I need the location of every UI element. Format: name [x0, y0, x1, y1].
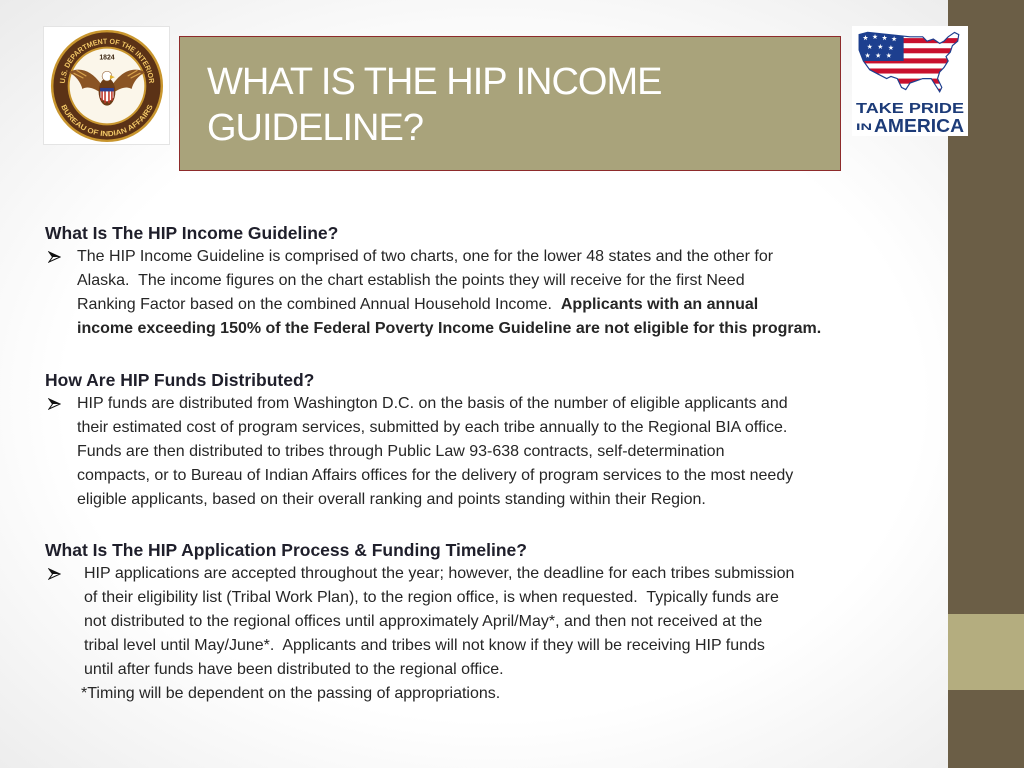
section-application-timeline — [45, 538, 940, 706]
seal-ring-top-text: U.S. DEPARTMENT OF THE INTERIOR — [57, 36, 157, 85]
slide-body — [45, 221, 940, 706]
paragraph-line: HIP funds are distributed from Washington D.C. on the basis of the number of eligible applicants and — [77, 395, 788, 412]
bullet-paragraph — [45, 245, 940, 341]
paragraph-line: Alaska. The income figures on the chart establish the points they will receive for the first Need — [77, 272, 745, 289]
paragraph-line: until after funds have been distributed to the regional office. — [84, 661, 504, 678]
section-funds-distribution — [45, 368, 940, 512]
bia-seal-logo — [43, 26, 170, 145]
seal-ring-bottom-text: BUREAU OF INDIAN AFFAIRS — [59, 102, 155, 139]
eligibility-notice: Applicants with an annual — [560, 296, 759, 313]
logo-in-text: IN — [856, 122, 872, 132]
paragraph-line: eligible applicants, based on their overall ranking and points standing within their Region. — [77, 491, 706, 508]
timing-footnote: *Timing will be dependent on the passing of appropriations. — [81, 685, 501, 702]
paragraph-line: of their eligibility list (Tribal Work Plan), to the region office, is when requested. Typically funds are — [84, 589, 779, 606]
title-banner — [179, 36, 841, 171]
paragraph-line: tribal level until May/June*. Applicants and tribes will not know if they will be receiving HIP funds — [84, 637, 765, 654]
logo-take-pride-text: TAKE PRIDE — [856, 100, 964, 117]
bullet-paragraph — [45, 562, 940, 682]
page-title-line-2: GUIDELINE? — [207, 107, 423, 149]
seal-year: 1824 — [99, 54, 115, 62]
section-heading: What Is The HIP Application Process & Funding Timeline? — [45, 540, 527, 560]
logo-america-text: AMERICA — [874, 116, 964, 136]
paragraph-line — [77, 317, 940, 341]
paragraph-line: Funds are then distributed to tribes through Public Law 93-638 contracts, self-determination — [77, 443, 725, 460]
bia-seal-icon — [44, 27, 169, 144]
right-strip-accent-band — [948, 614, 1024, 690]
section-income-guideline — [45, 221, 940, 341]
take-pride-logo-graphic — [852, 26, 968, 136]
page-title-line-1: WHAT IS THE HIP INCOME — [207, 61, 662, 103]
arrow-bullet-icon — [48, 398, 61, 410]
flag-us-map-icon — [857, 28, 963, 94]
section-heading: What Is The HIP Income Guideline? — [45, 223, 339, 243]
paragraph-line: compacts, or to Bureau of Indian Affairs offices for the delivery of program services to the most needy — [77, 467, 794, 484]
paragraph-line: Ranking Factor based on the combined Annual Household Income. Applicants with an annual — [77, 296, 759, 313]
paragraph-line: their estimated cost of program services, submitted by each tribe annually to the Regional BIA office. — [77, 419, 788, 436]
paragraph-line: The HIP Income Guideline is comprised of two charts, one for the lower 48 states and the other for — [77, 248, 774, 265]
paragraph-line: not distributed to the regional offices until approximately April/May*, and then not received at the — [84, 613, 763, 630]
arrow-bullet-icon — [48, 568, 61, 580]
eligibility-notice: income exceeding 150% of the Federal Poverty Income Guideline are not eligible for this program. — [77, 320, 822, 337]
paragraph-line: HIP applications are accepted throughout the year; however, the deadline for each tribes submission — [84, 565, 795, 582]
arrow-bullet-icon — [48, 251, 61, 263]
section-heading: How Are HIP Funds Distributed? — [45, 370, 315, 390]
take-pride-in-america-logo — [852, 26, 968, 136]
bullet-paragraph — [45, 392, 940, 512]
